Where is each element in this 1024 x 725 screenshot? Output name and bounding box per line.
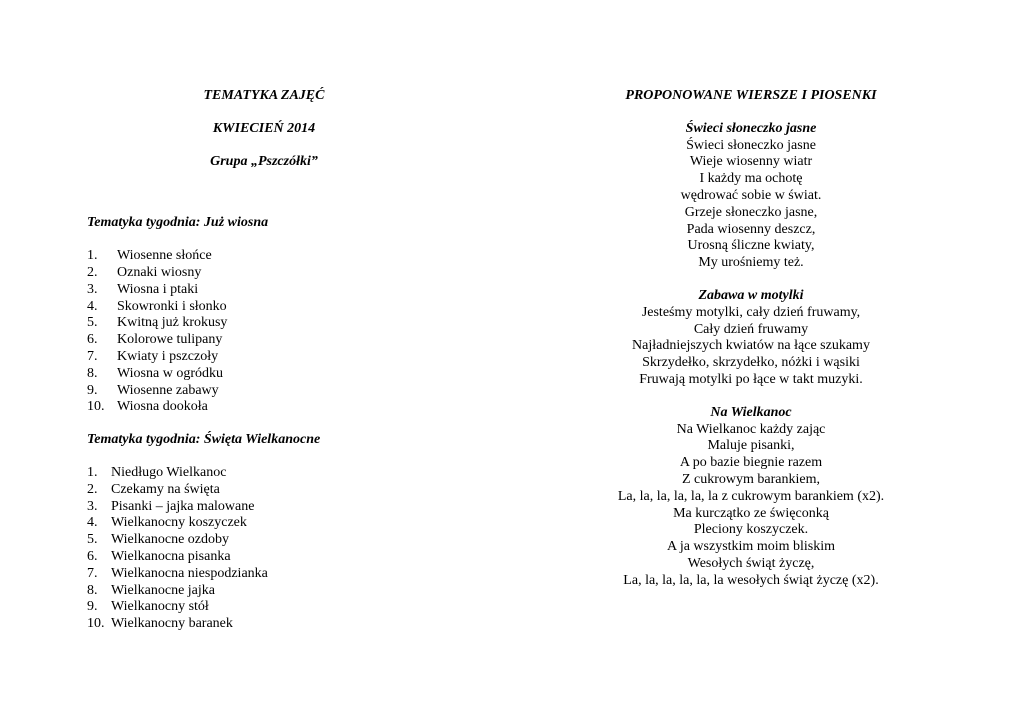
list-item-number: 8. bbox=[87, 582, 98, 598]
poem-line: Urosną śliczne kwiaty, bbox=[687, 238, 815, 254]
list-item-number: 2. bbox=[87, 481, 98, 497]
week-heading-easter: Tematyka tygodnia: Święta Wielkanocne bbox=[87, 432, 321, 448]
poem-line: wędrować sobie w świat. bbox=[680, 187, 822, 203]
poem bbox=[560, 405, 942, 590]
list-item-text: Wielkanocny koszyczek bbox=[111, 515, 247, 531]
list-item-text: Wielkanocny baranek bbox=[111, 616, 233, 632]
list-item-number: 6. bbox=[87, 548, 98, 564]
poem-line: Fruwają motylki po łące w takt muzyki. bbox=[639, 371, 863, 387]
list-item-number: 9. bbox=[87, 382, 98, 398]
list-item-text: Wielkanocny stół bbox=[111, 599, 209, 615]
list-item-text: Wielkanocne jajka bbox=[111, 582, 215, 598]
poem-title: Na Wielkanoc bbox=[710, 404, 792, 420]
poem-line: La, la, la, la, la, la wesołych świąt życzę (x2). bbox=[623, 572, 879, 588]
list-item-number: 8. bbox=[87, 365, 98, 381]
poem-title: Świeci słoneczko jasne bbox=[685, 120, 817, 136]
poem-line: Ma kurczątko ze święconką bbox=[673, 505, 829, 521]
poem-line: Skrzydełko, skrzydełko, nóżki i wąsiki bbox=[642, 355, 860, 371]
right-column bbox=[560, 88, 942, 590]
poem-title: Zabawa w motylki bbox=[698, 287, 804, 303]
list-item bbox=[87, 265, 527, 282]
list-item-number: 10. bbox=[87, 616, 105, 632]
list-item bbox=[87, 583, 527, 600]
list-item-number: 5. bbox=[87, 315, 98, 331]
list-item-text: Wielkanocna niespodzianka bbox=[111, 565, 268, 581]
list-item-number: 1. bbox=[87, 464, 98, 480]
list-item-text: Oznaki wiosny bbox=[117, 264, 202, 280]
poem-line: Wieje wiosenny wiatr bbox=[689, 154, 813, 170]
list-item-text: Czekamy na święta bbox=[111, 481, 220, 497]
poem-line: Pleciony koszyczek. bbox=[693, 522, 809, 538]
list-item bbox=[87, 515, 527, 532]
list-item-number: 7. bbox=[87, 565, 98, 581]
list-item bbox=[87, 282, 527, 299]
poem-line: Pada wiosenny deszcz, bbox=[686, 221, 816, 237]
list-item-text: Wiosna w ogródku bbox=[117, 365, 223, 381]
list-item-text: Kwitną już krokusy bbox=[117, 315, 228, 331]
list-item-number: 3. bbox=[87, 498, 98, 514]
poem bbox=[560, 288, 942, 389]
list-item-text: Skowronki i słonko bbox=[117, 298, 227, 314]
list-item-number: 2. bbox=[87, 264, 98, 280]
poem-line: My urośniemy też. bbox=[698, 255, 804, 271]
list-item-number: 6. bbox=[87, 332, 98, 348]
poem-line: Cały dzień fruwamy bbox=[693, 321, 809, 337]
list-item-text: Wiosenne zabawy bbox=[117, 382, 219, 398]
list-item-number: 5. bbox=[87, 532, 98, 548]
topic-list-spring bbox=[87, 248, 527, 416]
list-item bbox=[87, 315, 527, 332]
list-item bbox=[87, 599, 527, 616]
list-item bbox=[87, 332, 527, 349]
poem-line: Grzeje słoneczko jasne, bbox=[684, 204, 818, 220]
list-item-text: Wiosenne słońce bbox=[117, 248, 212, 264]
poem-line: I każdy ma ochotę bbox=[699, 171, 803, 187]
list-item bbox=[87, 549, 527, 566]
list-item bbox=[87, 299, 527, 316]
list-item bbox=[87, 248, 527, 265]
poem-line: Z cukrowym barankiem, bbox=[681, 471, 820, 487]
list-item-number: 4. bbox=[87, 298, 98, 314]
poem-line: Najładniejszych kwiatów na łące szukamy bbox=[632, 338, 870, 354]
list-item bbox=[87, 465, 527, 482]
left-column bbox=[87, 88, 527, 633]
list-item-number: 4. bbox=[87, 515, 98, 531]
list-item-text: Wiosna i ptaki bbox=[117, 281, 199, 297]
list-item bbox=[87, 383, 527, 400]
poem-line: Wesołych świąt życzę, bbox=[687, 555, 815, 571]
poem-line: Świeci słoneczko jasne bbox=[686, 137, 816, 153]
list-item bbox=[87, 616, 527, 633]
poems-container bbox=[560, 121, 942, 590]
list-item-text: Niedługo Wielkanoc bbox=[111, 464, 227, 480]
topic-list-easter bbox=[87, 465, 527, 633]
poem-line: Na Wielkanoc każdy zając bbox=[676, 421, 826, 437]
list-item-text: Kwiaty i pszczoły bbox=[117, 348, 219, 364]
poem-line: Maluje pisanki, bbox=[707, 438, 795, 454]
list-item-number: 9. bbox=[87, 599, 98, 615]
month-title: KWIECIEŃ 2014 bbox=[212, 120, 316, 136]
songs-section-title: PROPONOWANE WIERSZE I PIOSENKI bbox=[625, 88, 877, 103]
poem-line: La, la, la, la, la, la z cukrowym barankiem (x2). bbox=[617, 488, 885, 504]
list-item-text: Kolorowe tulipany bbox=[117, 332, 223, 348]
list-item-number: 3. bbox=[87, 281, 98, 297]
poem-line: A po bazie biegnie razem bbox=[679, 455, 823, 471]
list-item bbox=[87, 566, 527, 583]
list-item bbox=[87, 349, 527, 366]
week-heading-spring: Tematyka tygodnia: Już wiosna bbox=[87, 215, 269, 231]
list-item-text: Wielkanocne ozdoby bbox=[111, 532, 230, 548]
poem-line: A ja wszystkim moim bliskim bbox=[666, 539, 835, 555]
list-item-number: 10. bbox=[87, 399, 105, 415]
list-item-text: Wiosna dookoła bbox=[117, 399, 208, 415]
poem-line: Jesteśmy motylki, cały dzień fruwamy, bbox=[641, 304, 861, 320]
document-title: TEMATYKA ZAJĘĆ bbox=[203, 88, 325, 103]
list-item bbox=[87, 399, 527, 416]
list-item-text: Wielkanocna pisanka bbox=[111, 548, 231, 564]
list-item bbox=[87, 532, 527, 549]
list-item-text: Pisanki – jajka malowane bbox=[111, 498, 255, 514]
list-item bbox=[87, 499, 527, 516]
list-item bbox=[87, 366, 527, 383]
poem bbox=[560, 121, 942, 272]
list-item-number: 1. bbox=[87, 248, 98, 264]
list-item bbox=[87, 482, 527, 499]
group-title: Grupa „Pszczółki” bbox=[210, 153, 318, 169]
list-item-number: 7. bbox=[87, 348, 98, 364]
